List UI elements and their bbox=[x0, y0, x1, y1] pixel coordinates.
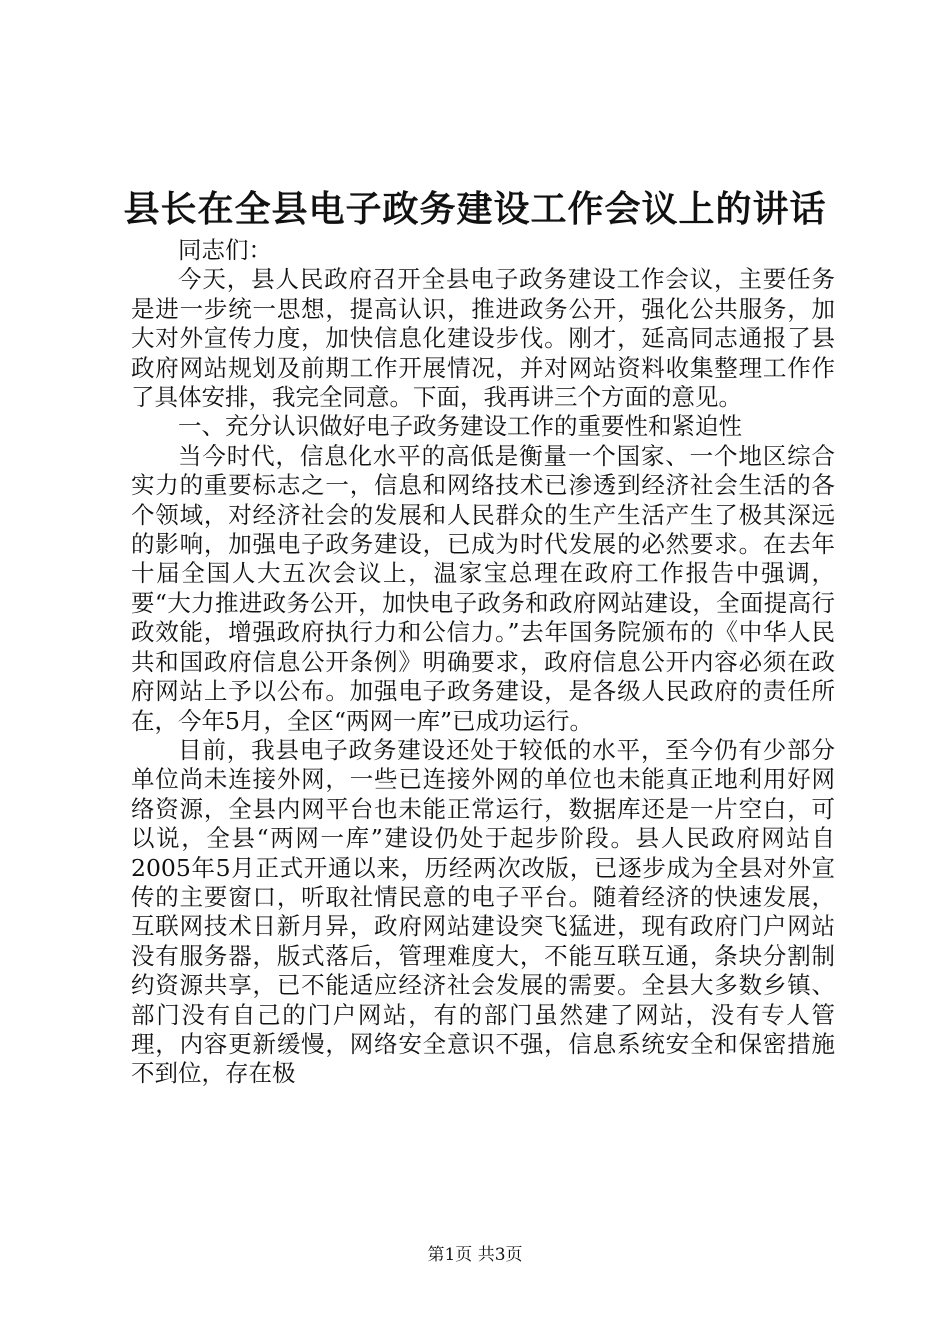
page-footer: 第1页 共3页 bbox=[427, 1245, 523, 1265]
document-title: 县长在全县电子政务建设工作会议上的讲话 bbox=[123, 188, 827, 230]
salutation: 同志们： bbox=[178, 236, 272, 264]
paragraph-intro: 今天，县人民政府召开全县电子政务建设工作会议，主要任务是进一步统一思想，提高认识，推进政务公开，强化公共服务，加大对外宣传力度，加快信息化建设步伐。刚才，延高同志通报了县政府网站规划及前期工作开展情况，并对网站资料收集整理工作作了具体安排，我完全同意。下面，我再讲三个方面的意见。 bbox=[131, 265, 835, 412]
paragraph-current-status: 目前，我县电子政务建设还处于较低的水平，至今仍有少部分单位尚未连接外网，一些已连接外网的单位也未能真正地利用好网络资源，全县内网平台也未能正常运行，数据库还是一片空白，可以说，全县“两网一库”建设仍处于起步阶段。县人民政府网站自2005年5月正式开通以来，历经两次改版，已逐步成为全县对外宣传的主要窗口，听取社情民意的电子平台。随着经济的快速发展，互联网技术日新月异，政府网站建设突飞猛进，现有政府门户网站没有服务器，版式落后，管理难度大，不能互联互通，条块分割制约资源共享，已不能适应经济社会发展的需要。全县大多数乡镇、部门没有自己的门户网站，有的部门虽然建了网站，没有专人管理，内容更新缓慢，网络安全意识不强，信息系统安全和保密措施不到位，存在极 bbox=[131, 735, 835, 1088]
section-heading-1: 一、充分认识做好电子政务建设工作的重要性和紧迫性 bbox=[178, 412, 742, 441]
document-body bbox=[131, 236, 835, 1089]
paragraph-importance: 当今时代，信息化水平的高低是衡量一个国家、一个地区综合实力的重要标志之一，信息和网络技术已渗透到经济社会生活的各个领域，对经济社会的发展和人民群众的生产生活产生了极其深远的影响，加强电子政务建设，已成为时代发展的必然要求。在去年十届全国人大五次会议上，温家宝总理在政府工作报告中强调，要“大力推进政务公开，加快电子政务和政府网站建设，全面提高行政效能，增强政府执行力和公信力。”去年国务院颁布的《中华人民共和国政府信息公开条例》明确要求，政府信息公开内容必须在政府网站上予以公布。加强电子政务建设，是各级人民政府的责任所在，今年5月，全区“两网一库”已成功运行。 bbox=[131, 441, 835, 735]
